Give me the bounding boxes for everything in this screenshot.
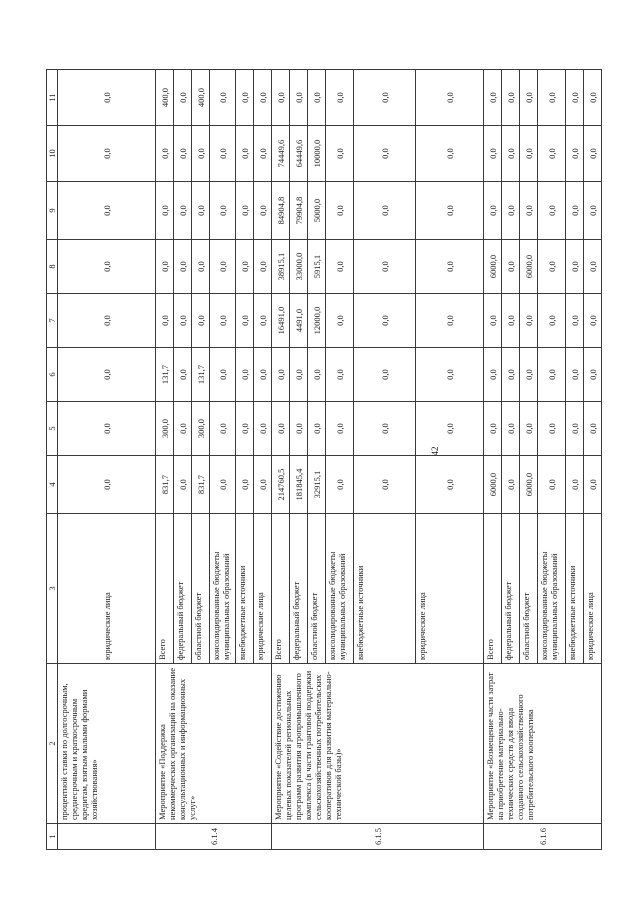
value-cell: 5000,0 — [308, 182, 326, 240]
value-cell: 0,0 — [502, 240, 520, 294]
value-cell: 0,0 — [254, 240, 272, 294]
value-cell: 10000,0 — [308, 126, 326, 182]
value-cell: 0,0 — [502, 456, 520, 514]
funding-source-cell: юридические лица — [584, 514, 602, 664]
funding-source-cell: Всего — [484, 514, 502, 664]
value-cell: 0,0 — [566, 70, 584, 126]
value-cell: 0,0 — [354, 294, 416, 348]
measure-code-cell: 6.1.4 — [156, 824, 272, 850]
value-cell: 0,0 — [566, 240, 584, 294]
funding-source-cell: консолидированные бюджеты муниципальных образований — [538, 514, 566, 664]
value-cell: 0,0 — [236, 402, 254, 456]
value-cell: 0,0 — [538, 294, 566, 348]
header-row — [47, 70, 58, 850]
value-cell: 0,0 — [254, 348, 272, 402]
value-cell: 0,0 — [272, 402, 290, 456]
value-cell: 0,0 — [254, 182, 272, 240]
carry-source-cell: юридические лица — [58, 514, 156, 664]
funding-source-cell: консолидированные бюджеты муниципальных образований — [326, 514, 354, 664]
col-header-2: 2 — [47, 664, 58, 824]
value-cell: 79904,8 — [290, 182, 308, 240]
value-cell: 16491,0 — [272, 294, 290, 348]
col-header-10: 10 — [47, 126, 58, 182]
value-cell: 400,0 — [156, 70, 174, 126]
value-cell: 0,0 — [416, 456, 484, 514]
page-number: 42 — [430, 446, 440, 456]
value-cell: 0,0 — [210, 348, 236, 402]
col-header-4: 4 — [47, 456, 58, 514]
funding-source-cell: Всего — [156, 514, 174, 664]
value-cell: 0,0 — [502, 126, 520, 182]
measure-code-cell: 6.1.6 — [484, 824, 602, 850]
value-cell: 0,0 — [520, 294, 538, 348]
funding-source-cell: федеральный бюджет — [502, 514, 520, 664]
value-cell: 5915,1 — [308, 240, 326, 294]
funding-source-cell: внебюджетные источники — [566, 514, 584, 664]
value-cell: 300,0 — [192, 402, 210, 456]
value-cell: 0,0 — [538, 456, 566, 514]
value-cell: 0,0 — [58, 240, 156, 294]
value-cell: 0,0 — [416, 240, 484, 294]
value-cell: 6000,0 — [520, 456, 538, 514]
value-cell: 0,0 — [326, 182, 354, 240]
value-cell: 0,0 — [308, 348, 326, 402]
funding-source-cell: консолидированные бюджеты муниципальных образований — [210, 514, 236, 664]
value-cell: 0,0 — [520, 348, 538, 402]
value-cell: 0,0 — [566, 182, 584, 240]
value-cell: 0,0 — [326, 402, 354, 456]
value-cell: 0,0 — [308, 70, 326, 126]
value-cell: 0,0 — [192, 240, 210, 294]
funding-source-cell: внебюджетные источники — [236, 514, 254, 664]
value-cell: 0,0 — [538, 126, 566, 182]
value-cell: 0,0 — [308, 402, 326, 456]
value-cell: 0,0 — [584, 126, 602, 182]
value-cell: 0,0 — [502, 402, 520, 456]
funding-source-cell: юридические лица — [416, 514, 484, 664]
value-cell: 0,0 — [174, 294, 192, 348]
value-cell: 0,0 — [354, 70, 416, 126]
value-cell: 0,0 — [538, 70, 566, 126]
value-cell: 0,0 — [236, 294, 254, 348]
value-cell: 0,0 — [416, 70, 484, 126]
value-cell: 0,0 — [174, 402, 192, 456]
value-cell: 181845,4 — [290, 456, 308, 514]
value-cell: 0,0 — [236, 126, 254, 182]
value-cell: 0,0 — [416, 294, 484, 348]
funding-source-cell: внебюджетные источники — [354, 514, 416, 664]
value-cell: 0,0 — [326, 126, 354, 182]
value-cell: 0,0 — [566, 402, 584, 456]
value-cell: 0,0 — [290, 402, 308, 456]
measure-code-cell: 6.1.5 — [272, 824, 484, 850]
col-header-5: 5 — [47, 402, 58, 456]
value-cell: 0,0 — [192, 126, 210, 182]
value-cell: 300,0 — [156, 402, 174, 456]
value-cell: 0,0 — [174, 70, 192, 126]
value-cell: 0,0 — [484, 402, 502, 456]
value-cell: 0,0 — [520, 402, 538, 456]
value-cell: 0,0 — [210, 456, 236, 514]
funding-source-cell: областной бюджет — [192, 514, 210, 664]
value-cell: 0,0 — [156, 240, 174, 294]
value-cell: 6000,0 — [520, 240, 538, 294]
value-cell: 0,0 — [272, 70, 290, 126]
value-cell: 0,0 — [290, 348, 308, 402]
value-cell: 6000,0 — [484, 456, 502, 514]
value-cell: 0,0 — [354, 456, 416, 514]
value-cell: 0,0 — [520, 70, 538, 126]
rotated-page — [46, 70, 606, 850]
funding-source-cell: областной бюджет — [308, 514, 326, 664]
col-header-9: 9 — [47, 182, 58, 240]
value-cell: 6000,0 — [484, 240, 502, 294]
value-cell: 0,0 — [192, 294, 210, 348]
value-cell: 0,0 — [156, 294, 174, 348]
value-cell: 0,0 — [58, 402, 156, 456]
value-cell: 74449,6 — [272, 126, 290, 182]
value-cell: 0,0 — [484, 348, 502, 402]
value-cell: 0,0 — [484, 182, 502, 240]
value-cell: 0,0 — [58, 456, 156, 514]
value-cell: 0,0 — [58, 70, 156, 126]
value-cell: 0,0 — [254, 294, 272, 348]
value-cell: 0,0 — [326, 70, 354, 126]
value-cell: 0,0 — [354, 348, 416, 402]
value-cell: 0,0 — [584, 240, 602, 294]
value-cell: 831,7 — [156, 456, 174, 514]
funding-source-cell: Всего — [272, 514, 290, 664]
col-header-1: 1 — [47, 824, 58, 850]
value-cell: 0,0 — [174, 240, 192, 294]
value-cell: 0,0 — [484, 70, 502, 126]
value-cell: 0,0 — [272, 348, 290, 402]
col-header-6: 6 — [47, 348, 58, 402]
value-cell: 0,0 — [58, 348, 156, 402]
funding-source-cell: федеральный бюджет — [290, 514, 308, 664]
value-cell: 0,0 — [566, 294, 584, 348]
carry-over-row — [58, 70, 156, 850]
value-cell: 0,0 — [156, 126, 174, 182]
value-cell: 0,0 — [416, 126, 484, 182]
value-cell: 0,0 — [538, 240, 566, 294]
value-cell: 0,0 — [520, 126, 538, 182]
funding-source-cell: юридические лица — [254, 514, 272, 664]
value-cell: 0,0 — [254, 456, 272, 514]
value-cell: 0,0 — [502, 182, 520, 240]
value-cell: 0,0 — [236, 240, 254, 294]
value-cell: 0,0 — [236, 70, 254, 126]
value-cell: 0,0 — [354, 240, 416, 294]
value-cell: 0,0 — [354, 126, 416, 182]
value-cell: 4491,0 — [290, 294, 308, 348]
value-cell: 64449,6 — [290, 126, 308, 182]
value-cell: 0,0 — [210, 182, 236, 240]
col-header-3: 3 — [47, 514, 58, 664]
value-cell: 214760,5 — [272, 456, 290, 514]
value-cell: 0,0 — [174, 182, 192, 240]
value-cell: 38915,1 — [272, 240, 290, 294]
value-cell: 0,0 — [354, 182, 416, 240]
measure-name-cell: Мероприятие «Содействие достижению целевых показателей региональных программ развития агропромышленного комплекса (в части грантовой поддержки сельскохозяйственных потребительских кооперативов для развития материально-технической базы)» — [272, 664, 484, 824]
value-cell: 0,0 — [236, 456, 254, 514]
value-cell: 0,0 — [484, 294, 502, 348]
value-cell: 0,0 — [192, 182, 210, 240]
value-cell: 0,0 — [174, 126, 192, 182]
value-cell: 0,0 — [236, 182, 254, 240]
value-cell: 0,0 — [254, 402, 272, 456]
table-row — [272, 70, 290, 850]
value-cell: 0,0 — [326, 294, 354, 348]
measure-name-cell: Мероприятие «Поддержка некоммерческих организаций на оказание консультационных и информационных услуг» — [156, 664, 272, 824]
value-cell: 0,0 — [502, 70, 520, 126]
budget-table — [46, 69, 602, 850]
value-cell: 0,0 — [538, 402, 566, 456]
value-cell: 0,0 — [58, 294, 156, 348]
value-cell: 0,0 — [210, 402, 236, 456]
value-cell: 0,0 — [566, 348, 584, 402]
value-cell: 0,0 — [254, 70, 272, 126]
value-cell: 0,0 — [584, 456, 602, 514]
value-cell: 831,7 — [192, 456, 210, 514]
value-cell: 32915,1 — [308, 456, 326, 514]
value-cell: 0,0 — [58, 126, 156, 182]
value-cell: 0,0 — [584, 294, 602, 348]
value-cell: 0,0 — [584, 182, 602, 240]
value-cell: 33000,0 — [290, 240, 308, 294]
value-cell: 0,0 — [236, 348, 254, 402]
value-cell: 0,0 — [584, 402, 602, 456]
value-cell: 84904,8 — [272, 182, 290, 240]
value-cell: 12000,0 — [308, 294, 326, 348]
value-cell: 0,0 — [174, 348, 192, 402]
value-cell: 0,0 — [416, 182, 484, 240]
value-cell: 131,7 — [192, 348, 210, 402]
value-cell: 0,0 — [566, 126, 584, 182]
funding-source-cell: областной бюджет — [520, 514, 538, 664]
value-cell: 0,0 — [326, 240, 354, 294]
value-cell: 0,0 — [416, 348, 484, 402]
value-cell: 400,0 — [192, 70, 210, 126]
value-cell: 0,0 — [174, 456, 192, 514]
value-cell: 131,7 — [156, 348, 174, 402]
col-header-8: 8 — [47, 240, 58, 294]
col-header-7: 7 — [47, 294, 58, 348]
value-cell: 0,0 — [210, 126, 236, 182]
value-cell: 0,0 — [254, 126, 272, 182]
table-row — [484, 70, 502, 850]
value-cell: 0,0 — [520, 182, 538, 240]
value-cell: 0,0 — [210, 70, 236, 126]
carry-code-cell — [58, 824, 156, 850]
value-cell: 0,0 — [326, 456, 354, 514]
value-cell: 0,0 — [210, 294, 236, 348]
value-cell: 0,0 — [290, 70, 308, 126]
carry-name-cell: процентной ставки по долгосрочным, среднесрочным и краткосрочным кредитам, взятым малыми формами хозяйствования» — [58, 664, 156, 824]
value-cell: 0,0 — [584, 348, 602, 402]
value-cell: 0,0 — [538, 182, 566, 240]
value-cell: 0,0 — [354, 402, 416, 456]
value-cell: 0,0 — [484, 126, 502, 182]
value-cell: 0,0 — [210, 240, 236, 294]
measure-name-cell: Мероприятие «Возмещение части затрат на приобретение материально-технических средств для ввода созданного сельскохозяйственного потребительского кооператива — [484, 664, 602, 824]
value-cell: 0,0 — [566, 456, 584, 514]
table-row — [156, 70, 174, 850]
value-cell: 0,0 — [416, 402, 484, 456]
value-cell: 0,0 — [156, 182, 174, 240]
value-cell: 0,0 — [502, 294, 520, 348]
value-cell: 0,0 — [538, 348, 566, 402]
value-cell: 0,0 — [58, 182, 156, 240]
funding-source-cell: федеральный бюджет — [174, 514, 192, 664]
value-cell: 0,0 — [584, 70, 602, 126]
col-header-11: 11 — [47, 70, 58, 126]
value-cell: 0,0 — [326, 348, 354, 402]
value-cell: 0,0 — [502, 348, 520, 402]
